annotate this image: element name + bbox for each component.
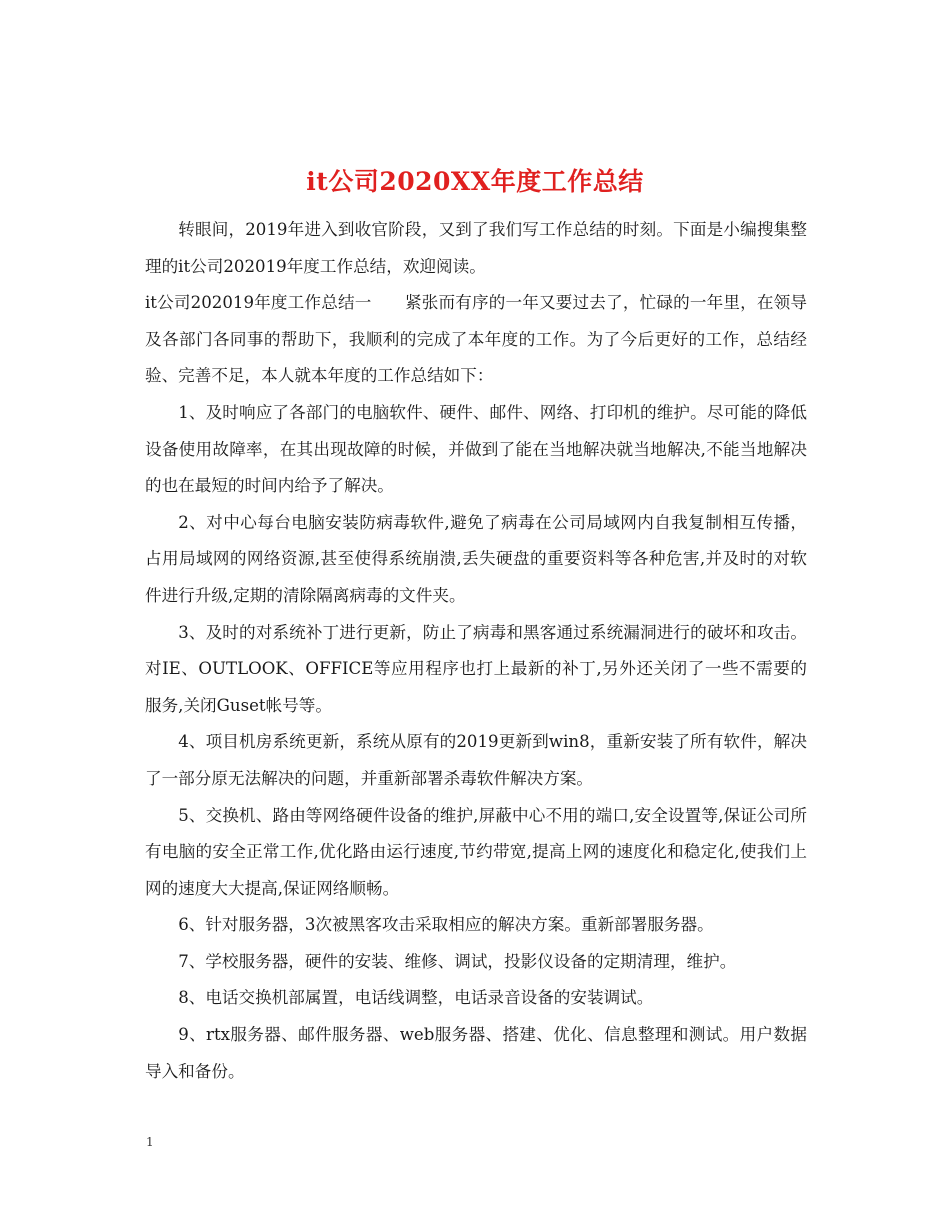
paragraph-intro: 转眼间，2019年进入到收官阶段，又到了我们写工作总结的时刻。下面是小编搜集整理的it公司202019年度工作总结，欢迎阅读。 bbox=[145, 220, 807, 276]
document-title: it公司2020XX年度工作总结 bbox=[306, 166, 644, 196]
paragraph-item-4: 4、项目机房系统更新，系统从原有的2019更新到win8，重新安装了所有软件，解决了一部分原无法解决的问题，并重新部署杀毒软件解决方案。 bbox=[145, 732, 807, 788]
paragraph-item-7: 7、学校服务器，硬件的安装、维修、调试，投影仪设备的定期清理，维护。 bbox=[178, 951, 737, 971]
paragraph-summary-heading: it公司202019年度工作总结一 紧张而有序的一年又要过去了，忙碌的一年里，在领导及各部门各同事的帮助下，我顺利的完成了本年度的工作。为了今后更好的工作，总结经验、完善不足，本人就本年度的工作总结如下： bbox=[145, 293, 807, 386]
paragraph-item-6: 6、针对服务器，3次被黑客攻击采取相应的解决方案。重新部署服务器。 bbox=[178, 915, 714, 935]
paragraph-item-9: 9、rtx服务器、邮件服务器、web服务器、搭建、优化、信息整理和测试。用户数据导入和备份。 bbox=[145, 1025, 807, 1081]
paragraph-item-5: 5、交换机、路由等网络硬件设备的维护,屏蔽中心不用的端口,安全设置等,保证公司所有电脑的安全正常工作,优化路由运行速度,节约带宽,提高上网的速度化和稳定化,使我们上网的速度大大提高,保证网络顺畅。 bbox=[145, 805, 807, 898]
paragraph-item-1: 1、及时响应了各部门的电脑软件、硬件、邮件、网络、打印机的维护。尽可能的降低设备使用故障率，在其出现故障的时候，并做到了能在当地解决就当地解决,不能当地解决的也在最短的时间内给予了解决。 bbox=[145, 402, 807, 496]
paragraph-item-8: 8、电话交换机部属置，电话线调整，电话录音设备的安装调试。 bbox=[178, 988, 654, 1008]
paragraph-item-2: 2、对中心每台电脑安装防病毒软件,避免了病毒在公司局域网内自我复制相互传播，占用局域网的网络资源,甚至使得系统崩溃,丢失硬盘的重要资料等各种危害,并及时的对软件进行升级,定期的清除隔离病毒的文件夹。 bbox=[145, 512, 807, 605]
paragraph-item-3: 3、及时的对系统补丁进行更新，防止了病毒和黑客通过系统漏洞进行的破坏和攻击。对IE、OUTLOOK、OFFICE等应用程序也打上最新的补丁,另外还关闭了一些不需要的服务,关闭Guset帐号等。 bbox=[145, 622, 807, 715]
document-body bbox=[145, 212, 807, 1090]
page-number: 1 bbox=[146, 1135, 154, 1149]
